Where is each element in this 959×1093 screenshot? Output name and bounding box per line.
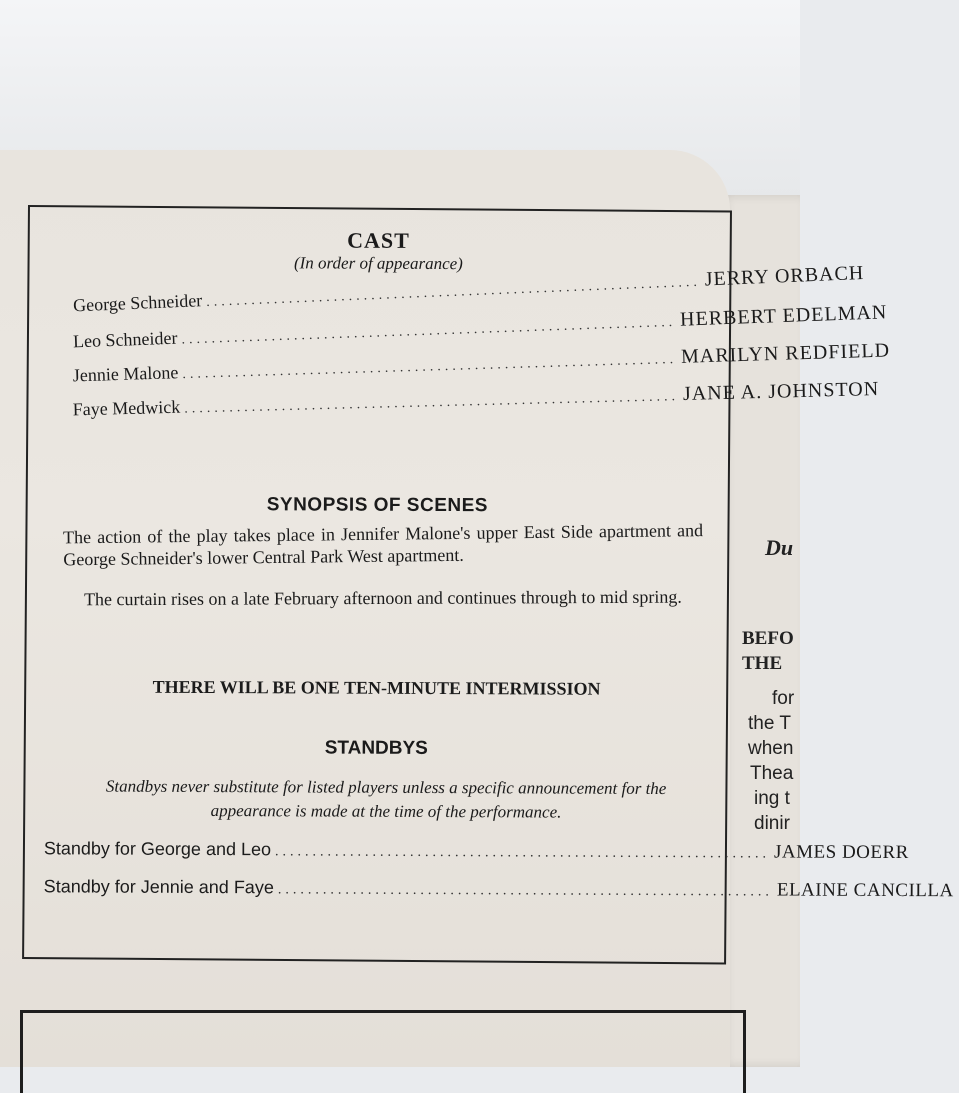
facing-page-line: Thea [750,763,794,784]
synopsis-heading: SYNOPSIS OF SCENES [266,494,489,517]
facing-page-line: THE [742,653,783,674]
standby-actor: JAMES DOERR [773,841,909,864]
leader-dots: .................................................................. [184,389,680,417]
facing-page-line: when [748,738,794,759]
cast-actor: JERRY ORBACH [704,261,865,291]
cast-actor: HERBERT EDELMAN [679,301,888,331]
leader-dots: .................................................................. [205,274,702,310]
cast-role: Leo Schneider [72,327,178,352]
leader-dots: .................................................................. [181,314,677,348]
synopsis-paragraph: The action of the play takes place in Jennifer Malone's upper East Side apartment and George Schneider's lower Central Park West apartment. [62,520,704,570]
facing-page-line: dinir [754,813,790,834]
leader-dots: .................................................................. [182,351,678,383]
cast-actor: MARILYN REDFIELD [680,339,891,368]
facing-page-line: BEFO [742,628,794,649]
lower-box-border [20,1010,746,1093]
standbys-heading: STANDBYS [324,737,428,759]
cast-actor: JANE A. JOHNSTON [682,378,880,405]
standby-role: Standby for George and Leo [43,838,272,860]
cast-role: Jennie Malone [72,362,179,386]
cast-row [72,378,880,424]
standby-row [43,876,954,905]
cast-heading: CAST [347,227,410,253]
cast-subheading: (In order of appearance) [293,253,463,274]
facing-page-line: for [772,688,795,709]
leader-dots: .................................................................. [275,844,771,862]
standby-role: Standby for Jennie and Faye [43,876,274,898]
standby-row [43,838,909,867]
intermission-notice: THERE WILL BE ONE TEN-MINUTE INTERMISSION [152,676,601,699]
facing-page-line: the T [748,713,791,734]
facing-page-line: ing t [754,788,790,809]
cast-role: Faye Medwick [72,396,181,420]
facing-page-line: Du [765,535,794,560]
synopsis-paragraph: The curtain rises on a late February afternoon and continues through to mid spring. [83,586,682,610]
leader-dots: .................................................................. [277,882,773,900]
standbys-note: Standbys never substitute for listed players unless a specific announcement for the appearance is made at the time of the performance. [105,776,667,822]
cast-role: George Schneider [72,290,203,316]
standby-actor: ELAINE CANCILLA [776,879,954,902]
